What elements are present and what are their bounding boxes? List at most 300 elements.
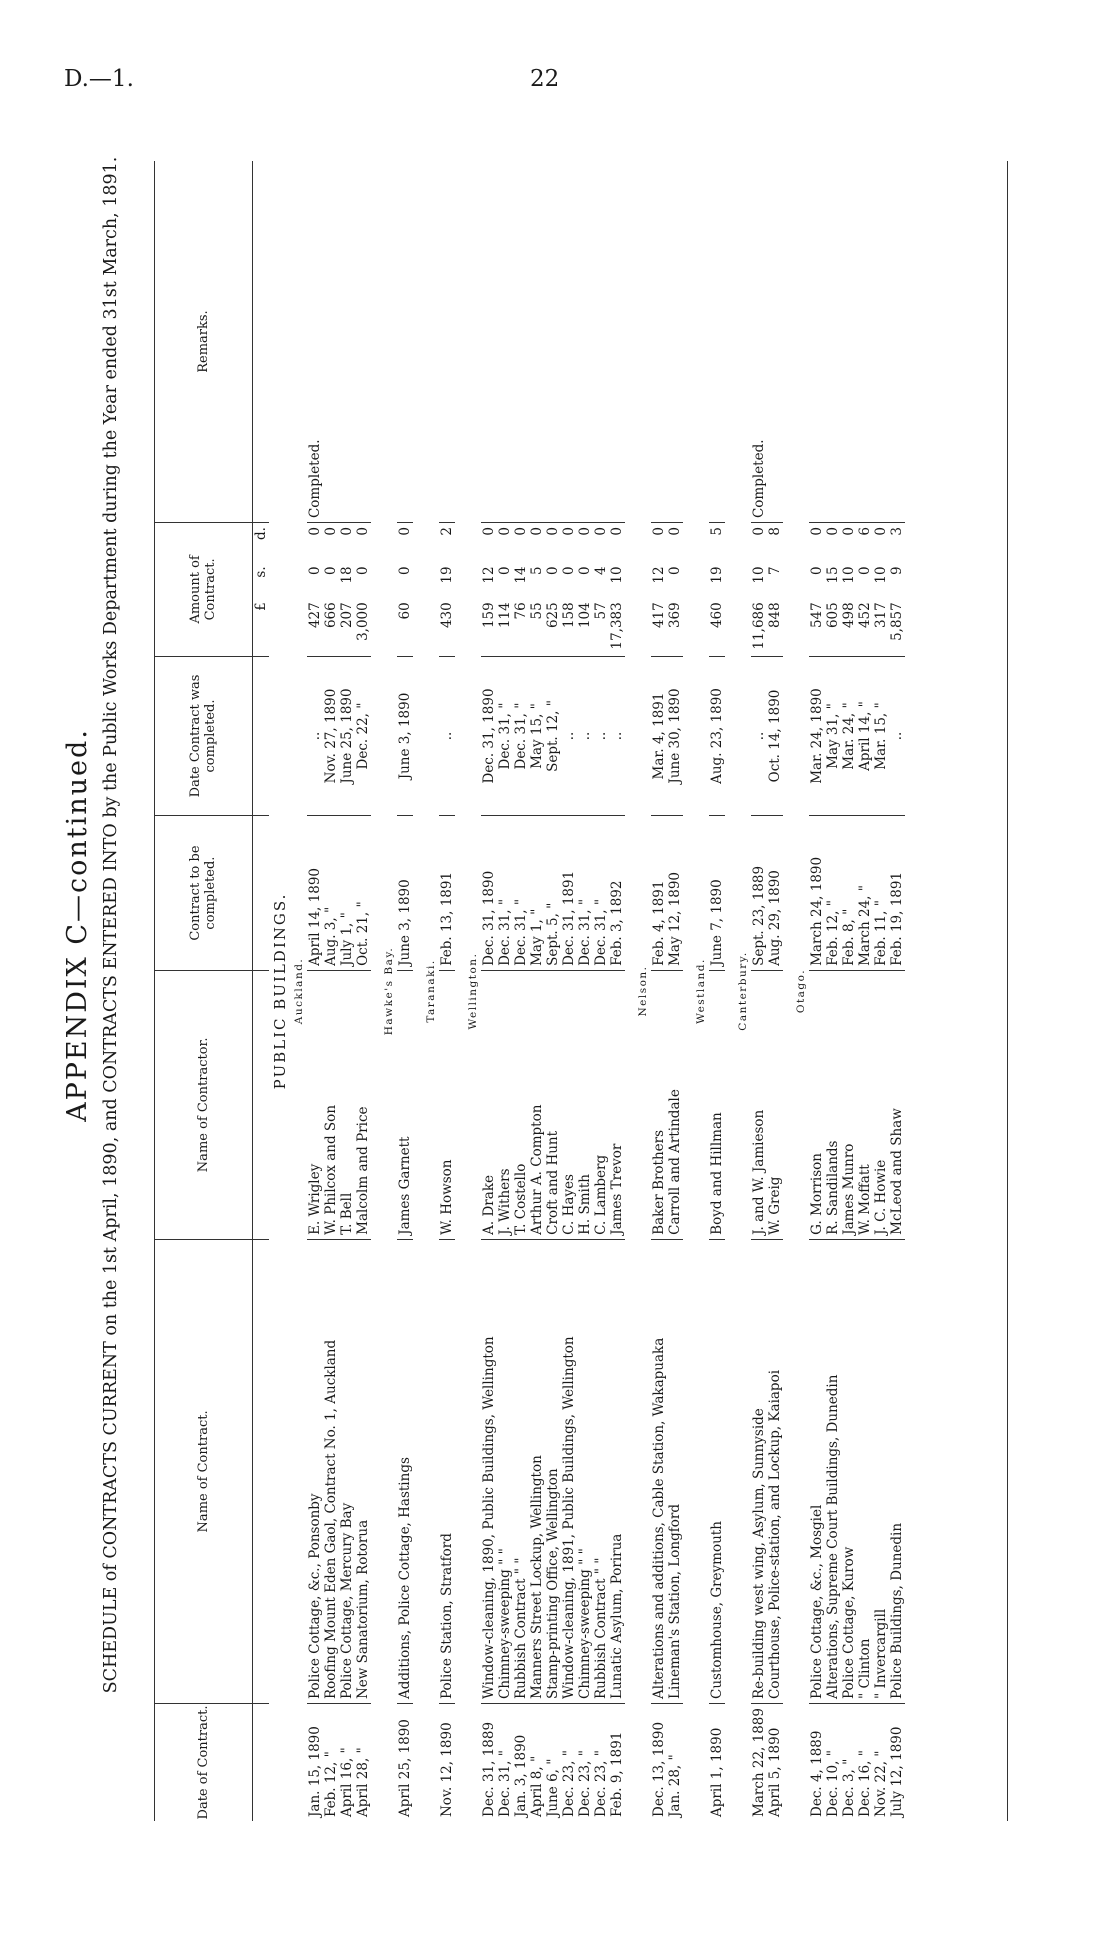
amount-pence-cell: 0 [529,527,545,536]
amount-pounds-cell: 5,857 [889,598,905,656]
to-complete-cell: Aug. 29, 1890 [767,816,783,971]
amount-pounds-cell: 11,686 [751,598,767,656]
amount-pence-cell: 0 [545,527,561,536]
to-complete-cell: Dec. 31, " [577,816,593,971]
contract-name-cell: Chimney-sweeping " " [497,1239,513,1703]
completed-cell: Mar. 24, 1890 [809,656,825,816]
date-cell: Dec. 23, " [593,1750,609,1817]
date-cell: Dec. 31, 1889 [481,1721,497,1817]
contract-name-cell: Customhouse, Greymouth [709,1239,725,1703]
amount-pounds-cell: 547 [809,598,825,656]
contractor-cell: James Munro [841,970,857,1239]
contract-name-cell: Police Cottage, &c., Ponsonby [307,1239,323,1703]
table-row [709,161,725,1821]
contractor-cell: W. Greig [767,970,783,1239]
spacer-row [413,161,423,1821]
amount-pence-cell: 0 [513,527,529,536]
completed-cell: May 31, " [825,656,841,816]
amount-pence-cell: 0 [577,527,593,536]
to-complete-cell: Feb. 4, 1891 [651,816,667,971]
to-complete-cell: Feb. 19, 1891 [889,816,905,971]
amount-shillings-cell: 0 [809,566,825,575]
remarks-cell: Completed. [751,161,767,523]
amount-shillings-cell: 12 [481,566,497,584]
amount-pounds-cell: 76 [513,598,529,656]
amount-pounds-cell: 430 [439,598,455,656]
date-cell: Dec. 23, " [577,1750,593,1817]
amount-pounds-cell: 55 [529,598,545,656]
region-row [635,161,651,1821]
contractor-cell: Carroll and Artindale [667,970,683,1239]
page-reference: D.—1. [64,66,134,92]
completed-cell: June 30, 1890 [667,656,683,816]
region-heading: Hawke's Bay. [383,946,395,1036]
spacer-row [783,161,793,1821]
completed-cell: May 15, " [529,656,545,816]
contract-name-cell: Additions, Police Cottage, Hastings [397,1239,413,1703]
amount-shillings-cell: 9 [889,566,905,575]
pounds-label: £ [253,598,270,656]
contract-name-cell: Alterations and additions, Cable Station, Wakapuaka [651,1239,667,1703]
to-complete-cell: Dec. 31, 1890 [481,816,497,971]
remarks-cell [323,161,339,523]
to-complete-cell: Dec. 31, 1891 [561,816,577,971]
table-row [841,161,857,1821]
date-cell: Feb. 9, 1891 [609,1731,625,1817]
contractor-cell: Malcolm and Price [355,970,371,1239]
contractor-cell: T. Bell [339,970,355,1239]
contractor-cell: T. Costello [513,970,529,1239]
amount-shillings-cell: 19 [709,566,725,584]
col-name-header: Name of Contract. [154,1239,253,1703]
remarks-cell [545,161,561,523]
completed-cell: Dec. 31, " [497,656,513,816]
to-complete-cell: July 1, " [339,816,355,971]
amount-shillings-cell: 0 [497,566,513,575]
contractor-cell: E. Wrigley [307,970,323,1239]
col-contractor-header: Name of Contractor. [154,970,253,1239]
to-complete-cell: March 24, 1890 [809,816,825,971]
contractor-cell: Baker Brothers [651,970,667,1239]
appendix-title: APPENDIX C—continued. [62,728,93,1122]
col-amount-header: Amount of Contract. [154,523,253,657]
amount-pence-cell: 6 [857,527,873,536]
spacer-row [683,161,693,1821]
contract-name-cell: Rubbish Contract " " [593,1239,609,1703]
completed-cell: .. [609,656,625,816]
amount-pence-cell: 2 [439,527,455,536]
table-row [323,161,339,1821]
amount-pence-cell: 0 [841,527,857,536]
contract-name-cell: Lunatic Asylum, Porirua [609,1239,625,1703]
remarks-cell [609,161,625,523]
spacer-row [725,161,735,1821]
amount-pence-cell: 0 [323,527,339,536]
to-complete-cell: Dec. 31, " [497,816,513,971]
completed-cell: Mar. 15, " [873,656,889,816]
remarks-cell [439,161,455,523]
contract-name-cell: Chimney-sweeping " " [577,1239,593,1703]
table-row [339,161,355,1821]
region-row [381,161,397,1821]
remarks-cell [889,161,905,523]
completed-cell: Mar. 24, " [841,656,857,816]
remarks-cell [841,161,857,523]
amount-pence-cell: 0 [873,527,889,536]
amount-pence-cell: 0 [339,527,355,536]
amount-pounds-cell: 848 [767,598,783,656]
date-cell: Jan. 28, " [667,1754,683,1817]
date-cell: March 22, 1889 [751,1708,767,1817]
to-complete-cell: Dec. 31, " [593,816,609,971]
table-row [481,161,497,1821]
completed-cell: Aug. 23, 1890 [709,656,725,816]
amount-shillings-cell: 14 [513,566,529,584]
contractor-cell: McLeod and Shaw [889,970,905,1239]
to-complete-cell: Aug. 3, " [323,816,339,971]
region-heading: Otago. [795,968,807,1014]
contract-name-cell: Police Cottage, Mercury Bay [339,1239,355,1703]
amount-shillings-cell: 0 [355,566,371,575]
table-row [825,161,841,1821]
shillings-label: s. [253,566,269,578]
contracts-table [154,161,915,1821]
contractor-cell: Arthur A. Compton [529,970,545,1239]
contract-name-cell: Window-cleaning, 1890, Public Buildings, Wellington [481,1239,497,1703]
col-remarks-header: Remarks. [154,161,253,523]
to-complete-cell: Feb. 12, " [825,816,841,971]
table-row [397,161,413,1821]
remarks-cell [561,161,577,523]
remarks-cell [667,161,683,523]
remarks-cell [577,161,593,523]
remarks-cell [497,161,513,523]
contract-name-cell: New Sanatorium, Rotorua [355,1239,371,1703]
date-cell: April 1, 1890 [709,1727,725,1817]
region-row [735,161,751,1821]
table-row [545,161,561,1821]
completed-cell: .. [439,656,455,816]
schedule-title: SCHEDULE of CONTRACTS CURRENT on the 1st April, 1890, and CONTRACTS ENTERED INTO by the Public Works Department during the Year ended 31st March, 1891. [101,156,121,1694]
table-row [513,161,529,1821]
contractor-cell: J. and W. Jamieson [751,970,767,1239]
table-row [751,161,767,1821]
date-cell: Dec. 4, 1889 [809,1730,825,1817]
to-complete-cell: Oct. 21, " [355,816,371,971]
amount-shillings-cell: 0 [561,566,577,575]
amount-pence-cell: 0 [751,527,767,536]
table-row [497,161,513,1821]
table-row [857,161,873,1821]
contract-name-cell: Re-building west wing, Asylum, Sunnyside [751,1239,767,1703]
table-row [529,161,545,1821]
region-heading: Wellington. [467,952,479,1030]
to-complete-cell: Feb. 13, 1891 [439,816,455,971]
contract-name-cell: Courthouse, Police-station, and Lockup, Kaiapoi [767,1239,783,1703]
amount-pence-cell: 0 [307,527,323,536]
contract-name-cell: Police Station, Stratford [439,1239,455,1703]
amount-shillings-cell: 5 [529,566,545,575]
amount-pounds-cell: 452 [857,598,873,656]
amount-shillings-cell: 0 [545,566,561,575]
spacer-row [625,161,635,1821]
region-row [693,161,709,1821]
to-complete-cell: Feb. 3, 1892 [609,816,625,971]
to-complete-cell: Feb. 11, " [873,816,889,971]
remarks-cell [513,161,529,523]
date-cell: April 16, " [339,1747,355,1817]
date-cell: Jan. 3, 1890 [513,1734,529,1817]
contract-name-cell: Lineman's Station, Longford [667,1239,683,1703]
completed-cell: Oct. 14, 1890 [767,656,783,816]
to-complete-cell: June 3, 1890 [397,816,413,971]
amount-pounds-cell: 57 [593,598,609,656]
amount-pence-cell: 0 [593,527,609,536]
completed-cell: Sept. 12, " [545,656,561,816]
amount-pounds-cell: 207 [339,598,355,656]
date-cell: Dec. 23, " [561,1750,577,1817]
amount-pounds-cell: 317 [873,598,889,656]
spacer-row [455,161,465,1821]
amount-shillings-cell: 7 [767,566,783,575]
remarks-cell [809,161,825,523]
amount-shillings-cell: 4 [593,566,609,575]
contract-name-cell: Alterations, Supreme Court Buildings, Dunedin [825,1239,841,1703]
table-row [609,161,625,1821]
remarks-cell [709,161,725,523]
amount-pounds-cell: 3,000 [355,598,371,656]
contractor-cell: Boyd and Hillman [709,970,725,1239]
date-cell: Dec. 13, 1890 [651,1721,667,1817]
region-row [793,161,809,1821]
contract-name-cell: Manners Street Lockup, Wellington [529,1239,545,1703]
amount-pence-cell: 8 [767,527,783,536]
completed-cell: Dec. 31, " [513,656,529,816]
amount-shillings-cell: 10 [841,566,857,584]
date-cell: Nov. 22, " [873,1750,889,1817]
table-row [889,161,905,1821]
contract-name-cell: Police Cottage, Kurow [841,1239,857,1703]
table-row [873,161,889,1821]
remarks-cell [593,161,609,523]
completed-cell: .. [307,656,323,816]
contractor-cell: Croft and Hunt [545,970,561,1239]
contractor-cell: W. Philcox and Son [323,970,339,1239]
remarks-cell [397,161,413,523]
amount-pence-cell: 0 [497,527,513,536]
contractor-cell: A. Drake [481,970,497,1239]
col-date-header: Date of Contract. [154,1704,253,1822]
date-cell: April 28, " [355,1747,371,1817]
remarks-cell [767,161,783,523]
rotated-page [62,5,1022,1845]
date-cell: Dec. 3, " [841,1758,857,1817]
completed-cell: Dec. 31, 1890 [481,656,497,816]
amount-shillings-cell: 18 [339,566,355,584]
remarks-cell [339,161,355,523]
remarks-cell [651,161,667,523]
to-complete-cell: May 1, " [529,816,545,971]
remarks-cell [529,161,545,523]
contractor-cell: James Garnett [397,970,413,1239]
amount-shillings-cell: 12 [651,566,667,584]
col-completed-header: Date Contract was completed. [154,656,253,816]
region-heading: Nelson. [637,965,649,1017]
to-complete-cell: April 14, 1890 [307,816,323,971]
amount-pounds-cell: 625 [545,598,561,656]
contractor-cell: G. Morrison [809,970,825,1239]
amount-pence-cell: 0 [397,527,413,536]
amount-pounds-cell: 158 [561,598,577,656]
completed-cell: .. [577,656,593,816]
amount-pounds-cell: 498 [841,598,857,656]
to-complete-cell: Feb. 8, " [841,816,857,971]
completed-cell: Mar. 4, 1891 [651,656,667,816]
table-row [355,161,371,1821]
contract-name-cell: Police Cottage, &c., Mosgiel [809,1239,825,1703]
remarks-cell [355,161,371,523]
contractor-cell: James Trevor [609,970,625,1239]
date-cell: April 8, " [529,1755,545,1817]
completed-cell: April 14, " [857,656,873,816]
section-heading: PUBLIC BUILDINGS. [271,892,289,1090]
to-complete-cell: June 7, 1890 [709,816,725,971]
amount-pence-cell: 0 [667,527,683,536]
completed-cell: .. [889,656,905,816]
date-cell: Dec. 16, " [857,1750,873,1817]
amount-shillings-cell: 15 [825,566,841,584]
contractor-cell: J. C. Howie [873,970,889,1239]
contractor-cell: R. Sandilands [825,970,841,1239]
amount-pounds-cell: 666 [323,598,339,656]
region-heading: Auckland. [293,957,305,1025]
amount-pence-cell: 0 [609,527,625,536]
date-cell: April 25, 1890 [397,1719,413,1817]
amount-pounds-cell: 417 [651,598,667,656]
remarks-cell [873,161,889,523]
contract-name-cell: Roofing Mount Eden Gaol, Contract No. 1, Auckland [323,1239,339,1703]
amount-pounds-cell: 114 [497,598,513,656]
amount-pence-cell: 0 [481,527,497,536]
col-to-complete-header: Contract to be completed. [154,816,253,971]
amount-pounds-cell: 159 [481,598,497,656]
amount-pence-cell: 5 [709,527,725,536]
completed-cell: Nov. 27, 1890 [323,656,339,816]
region-row [465,161,481,1821]
contract-name-cell: Police Buildings, Dunedin [889,1239,905,1703]
region-row [423,161,439,1821]
remarks-cell [825,161,841,523]
region-heading: Westland. [695,958,707,1024]
table-row [561,161,577,1821]
table-row [307,161,323,1821]
to-complete-cell: March 24, " [857,816,873,971]
contractor-cell: W. Moffatt [857,970,873,1239]
date-cell: June 6, " [545,1758,561,1817]
table-row [593,161,609,1821]
amount-pence-cell: 3 [889,527,905,536]
date-cell: Nov. 12, 1890 [439,1722,455,1817]
pence-label: d. [253,527,269,540]
contracts-body [253,161,916,1821]
date-cell: April 5, 1890 [767,1727,783,1817]
date-cell: Dec. 10, " [825,1750,841,1817]
table-row [667,161,683,1821]
amount-pence-cell: 0 [809,527,825,536]
contractor-cell: C. Hayes [561,970,577,1239]
amount-pence-cell: 0 [825,527,841,536]
amount-shillings-cell: 0 [397,566,413,575]
completed-cell: June 25, 1890 [339,656,355,816]
remarks-cell: Completed. [307,161,323,523]
region-row [291,161,307,1821]
table-row [651,161,667,1821]
remarks-cell [481,161,497,523]
amount-pounds-cell: 427 [307,598,323,656]
amount-pence-cell: 0 [355,527,371,536]
amount-shillings-cell: 10 [751,566,767,584]
amount-shillings-cell: 19 [439,566,455,584]
contract-name-cell: Window-cleaning, 1891, Public Buildings, Wellington [561,1239,577,1703]
amount-pounds-cell: 369 [667,598,683,656]
amount-shillings-cell: 0 [307,566,323,575]
to-complete-cell: May 12, 1890 [667,816,683,971]
amount-pounds-cell: 60 [397,598,413,656]
date-cell: July 12, 1890 [889,1726,905,1817]
amount-pence-cell: 0 [651,527,667,536]
contract-name-cell: Stamp-printing Office, Wellington [545,1239,561,1703]
table-row [577,161,593,1821]
amount-shillings-cell: 0 [577,566,593,575]
date-cell: Dec. 31, " [497,1750,513,1817]
contract-name-cell: Rubbish Contract " " [513,1239,529,1703]
contract-name-cell: " Clinton [857,1239,873,1703]
contract-name-cell: " Invercargill [873,1239,889,1703]
contractor-cell: C. Lamberg [593,970,609,1239]
spacer-row [905,161,915,1821]
spacer-row [371,161,381,1821]
completed-cell: .. [751,656,767,816]
table-row [767,161,783,1821]
date-cell: Jan. 15, 1890 [307,1726,323,1817]
completed-cell: June 3, 1890 [397,656,413,816]
to-complete-cell: Sept. 23, 1889 [751,816,767,971]
contractor-cell: W. Howson [439,970,455,1239]
amount-shillings-cell: 0 [857,566,873,575]
amount-shillings-cell: 10 [873,566,889,584]
completed-cell: Dec. 22, " [355,656,371,816]
to-complete-cell: Dec. 31, " [513,816,529,971]
contractor-cell: J. Withers [497,970,513,1239]
amount-shillings-cell: 0 [323,566,339,575]
amount-pounds-cell: 605 [825,598,841,656]
completed-cell: .. [593,656,609,816]
amount-pounds-cell: 17,383 [609,598,625,656]
amount-pounds-cell: 104 [577,598,593,656]
table-row [439,161,455,1821]
to-complete-cell: Sept. 5, " [545,816,561,971]
date-cell: Feb. 12, " [323,1751,339,1817]
region-heading: Canterbury. [737,951,749,1031]
amount-shillings-cell: 0 [667,566,683,575]
amount-pence-cell: 0 [561,527,577,536]
amount-shillings-cell: 10 [609,566,625,584]
contractor-cell: H. Smith [577,970,593,1239]
amount-pounds-cell: 460 [709,598,725,656]
page-number: 22 [530,66,560,92]
completed-cell: .. [561,656,577,816]
remarks-cell [857,161,873,523]
